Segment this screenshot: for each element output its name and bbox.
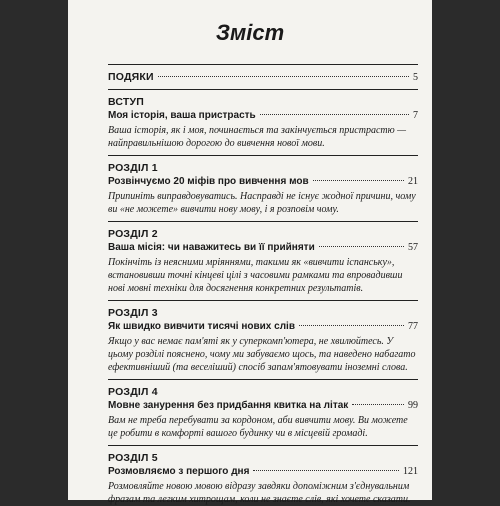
page-number: 57 (408, 242, 418, 253)
page-number: 7 (413, 110, 418, 121)
book-page (68, 0, 432, 505)
entry-title: Моя історія, ваша пристрасть (108, 110, 256, 121)
entry-description: Ваша історія, як і моя, починається та закінчується пристрастю — найправильнішою дорогою до вивчення нової мови. (108, 125, 407, 149)
toc-row (108, 241, 418, 254)
toc-row (108, 465, 418, 478)
section-divider (108, 89, 418, 90)
section-label: ПОДЯКИ (108, 71, 154, 83)
toc-row (108, 175, 418, 188)
dot-leader (352, 404, 404, 405)
dot-leader (158, 76, 409, 77)
section-divider (108, 379, 418, 380)
toc-row (108, 70, 418, 84)
dot-leader (299, 325, 404, 326)
entry-title: Мовне занурення без придбання квитка на літак (108, 400, 349, 411)
entry-description: Розмовляйте новою мовою відразу завдяки допоміжним з'єднувальним фразам та легким хитрощам, коли не знаєте слів, які хочете сказати. (108, 481, 411, 505)
entry-description: Вам не треба перебувати за кордоном, аби вивчити мову. Ви можете це робити в комфорті вашого будинку чи в місцевій громаді. (108, 415, 408, 439)
dot-leader (253, 470, 399, 471)
page-title: Зміст (215, 20, 285, 45)
section-divider (108, 445, 418, 446)
section-label: РОЗДІЛ 2 (108, 228, 158, 240)
dot-leader (319, 246, 404, 247)
page-number: 99 (408, 400, 418, 411)
toc-row (108, 320, 418, 333)
section-label: РОЗДІЛ 4 (108, 386, 158, 398)
entry-title: Розмовляємо з першого дня (108, 466, 250, 477)
section-label: ВСТУП (108, 96, 144, 108)
section-divider (108, 300, 418, 301)
toc-row (108, 109, 418, 122)
toc-row (108, 399, 418, 412)
entry-description: Припиніть виправдовуватись. Насправді не існує жодної причини, чому ви «не можете» вивчити нову мову, і я розповім чому. (108, 191, 416, 215)
section-divider (108, 64, 418, 65)
entry-description: Покінчіть із неясними мріяннями, такими як «вивчити іспанську», встановивши точні кінцеві цілі з часовими рамками та впровадивши нові мовні техніки для досягнення конкретних результатів. (108, 257, 403, 294)
page-number: 121 (403, 466, 418, 477)
toc-section-chapter-5 (108, 445, 418, 506)
entry-description: Якщо у вас немає пам'яті як у суперкомп'ютера, не хвилюйтесь. У цьому розділі пояснено, чому ми забуваємо щось, та наведено набагато ефективніший (та веселіший) спосіб запам'ятовувати іноземні слова. (108, 336, 416, 373)
page-number: 77 (408, 321, 418, 332)
section-divider (108, 155, 418, 156)
toc-section-chapter-3 (108, 300, 418, 374)
entry-title: Ваша місія: чи наважитесь ви її прийняти (108, 242, 315, 253)
page-number: 5 (413, 72, 418, 83)
dot-leader (313, 180, 404, 181)
toc-section-chapter-2 (108, 221, 418, 295)
section-label: РОЗДІЛ 3 (108, 307, 158, 319)
page-number: 21 (408, 176, 418, 187)
toc-section-chapter-1 (108, 155, 418, 216)
toc-section-chapter-4 (108, 379, 418, 440)
toc-section-acknowledgements (108, 64, 418, 84)
section-label: РОЗДІЛ 5 (108, 452, 158, 464)
section-label: РОЗДІЛ 1 (108, 162, 158, 174)
entry-title: Розвінчуємо 20 міфів про вивчення мов (108, 176, 309, 187)
toc-section-intro (108, 89, 418, 150)
section-divider (108, 221, 418, 222)
entry-title: Як швидко вивчити тисячі нових слів (108, 321, 295, 332)
dot-leader (260, 114, 409, 115)
